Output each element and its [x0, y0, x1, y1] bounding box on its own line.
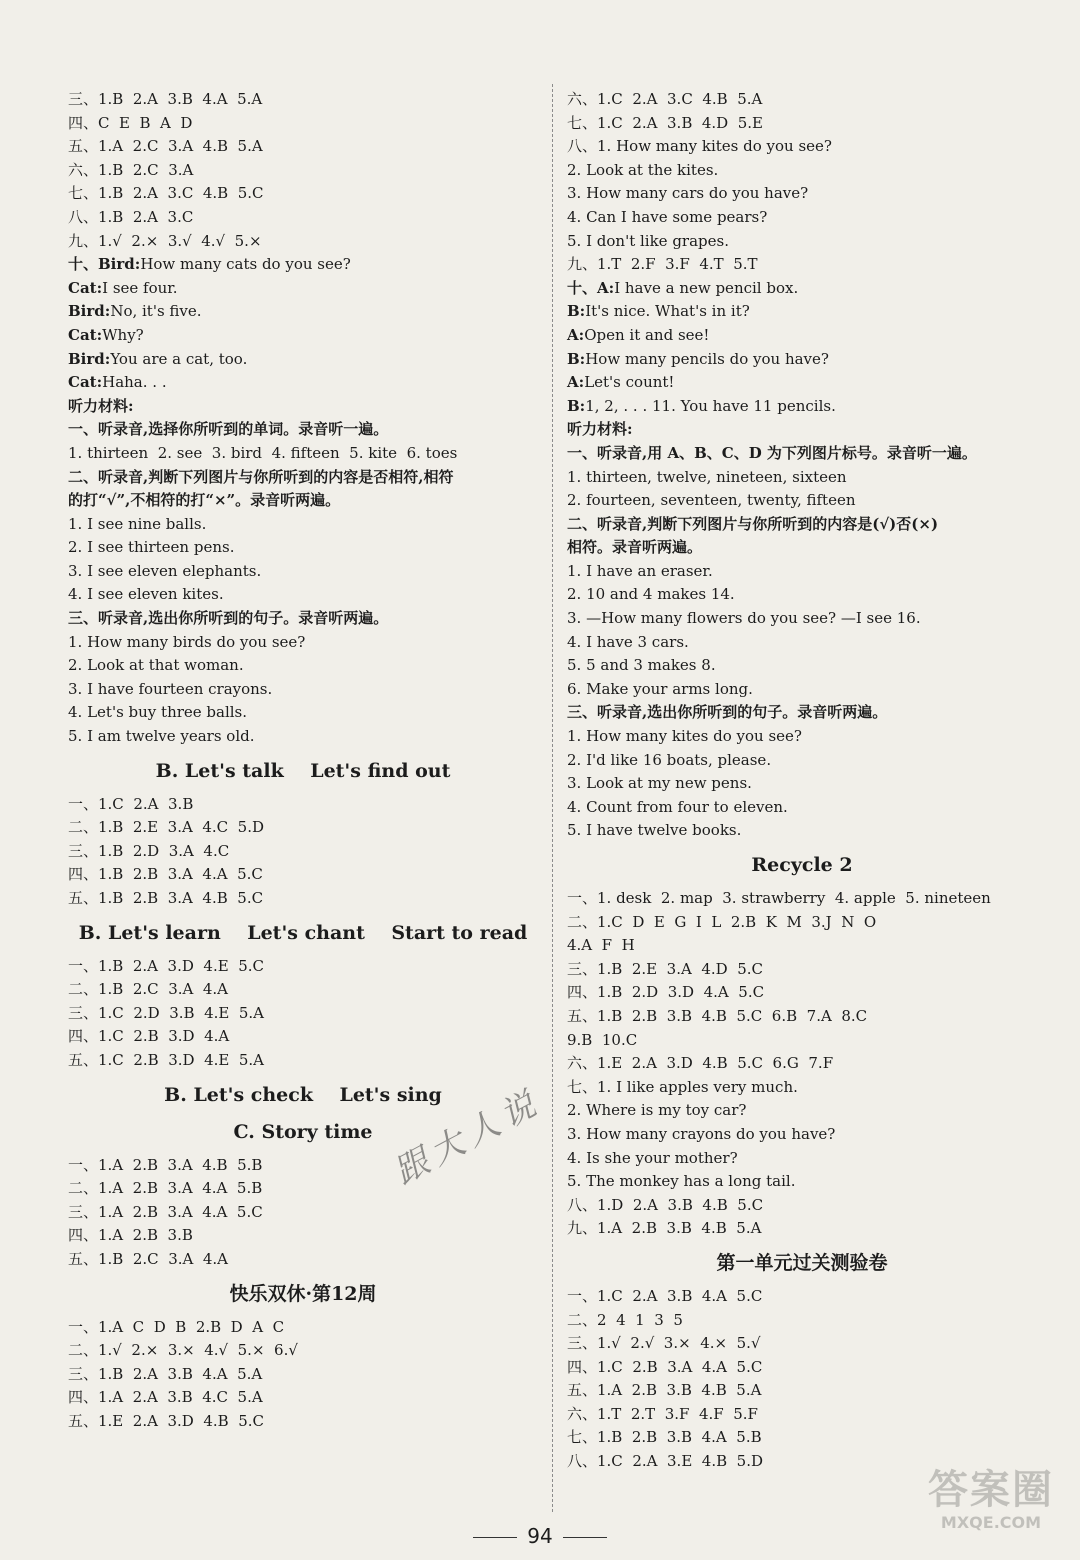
answer-line: 九、1.T 2.F 3.F 4.T 5.T — [567, 255, 758, 274]
answer-line: 2. I see thirteen pens. — [68, 538, 235, 557]
answer-line: 四、1.A 2.B 3.B — [68, 1226, 193, 1245]
answer-line: 2. Look at the kites. — [567, 160, 719, 179]
answer-line: 5. I am twelve years old. — [68, 727, 255, 746]
answer-line: 一、1.C 2.A 3.B — [68, 794, 194, 813]
dialogue-text: How many cats do you see? — [140, 255, 351, 274]
answer-line: 八、1.C 2.A 3.E 4.B 5.D — [567, 1452, 764, 1471]
instruction-line: 一、听录音,用 A、B、C、D 为下列图片标号。录音听一遍。 — [567, 443, 977, 462]
dialogue-text: No, it's five. — [110, 302, 202, 321]
dialogue-line — [68, 324, 538, 348]
answer-line: 五、1.A 2.C 3.A 4.B 5.A — [68, 137, 263, 156]
instruction-line: 相符。录音听两遍。 — [567, 538, 703, 557]
answer-line: 1. How many kites do you see? — [567, 727, 802, 746]
instruction-line: 二、听录音,判断下列图片与你所听到的内容是(√)否(×) — [567, 514, 939, 533]
dialogue-text: You are a cat, too. — [110, 349, 248, 368]
section-gap — [567, 880, 1037, 887]
answer-line: 三、1.B 2.A 3.B 4.A 5.A — [68, 1364, 263, 1383]
answer-line: 3. How many crayons do you have? — [567, 1124, 836, 1143]
answer-line: 四、1.B 2.D 3.D 4.A 5.C — [567, 983, 765, 1002]
answer-line: 5. The monkey has a long tail. — [567, 1172, 796, 1191]
speaker-label: 十、A: — [567, 278, 615, 297]
answer-line: 九、1.√ 2.× 3.√ 4.√ 5.× — [68, 231, 262, 250]
answer-line: 3. I have fourteen crayons. — [68, 679, 273, 698]
instruction-line: 一、听录音,选择你所听到的单词。录音听一遍。 — [68, 420, 389, 439]
answer-line: 九、1.A 2.B 3.B 4.B 5.A — [567, 1219, 762, 1238]
dialogue-text: Why? — [102, 325, 144, 344]
section-gap — [567, 1241, 1037, 1248]
section-subheading: C. Story time — [233, 1120, 373, 1143]
right-column — [567, 88, 1037, 1474]
answer-line: 五、1.B 2.B 3.A 4.B 5.C — [68, 889, 264, 907]
answer-line: 四、1.C 2.B 3.A 4.A 5.C — [567, 1357, 763, 1376]
dialogue-text: How many pencils do you have? — [585, 349, 829, 368]
answer-line: 1. How many birds do you see? — [68, 632, 306, 651]
answer-line: 八、1.B 2.A 3.C — [68, 207, 194, 226]
speaker-label: Cat: — [68, 325, 103, 344]
answer-line: 4. Count from four to eleven. — [567, 797, 788, 816]
section-heading: B. Let's learn Let's chant Start to read — [78, 921, 528, 944]
dialogue-text: 1, 2, . . . 11. You have 11 pencils. — [585, 396, 836, 415]
dialogue-text: I see four. — [102, 278, 178, 297]
answer-line: 二、1.A 2.B 3.A 4.A 5.B — [68, 1179, 263, 1198]
answer-line: 七、1. I like apples very much. — [567, 1077, 798, 1096]
dialogue-text: Open it and see! — [584, 325, 710, 344]
dialogue-line — [567, 300, 1037, 324]
section-gap — [68, 749, 538, 756]
section-heading: 第一单元过关测验卷 — [716, 1251, 888, 1274]
instruction-line: 听力材料: — [567, 420, 633, 439]
speaker-label: A: — [567, 325, 585, 344]
answer-line: 一、1.A 2.B 3.A 4.B 5.B — [68, 1155, 263, 1174]
section-heading: Recycle 2 — [751, 854, 853, 876]
answer-line: 三、1.A 2.B 3.A 4.A 5.C — [68, 1202, 263, 1221]
speaker-label: B: — [567, 302, 586, 321]
answer-line: 一、1.A C D B 2.B D A C — [68, 1317, 285, 1336]
section-gap — [567, 1278, 1037, 1285]
answer-line: 4. Is she your mother? — [567, 1148, 738, 1167]
answer-line: 1. thirteen, twelve, nineteen, sixteen — [567, 467, 847, 486]
instruction-line: 二、听录音,判断下列图片与你所听到的内容是否相符,相符 — [68, 467, 454, 486]
answer-line: 四、1.B 2.B 3.A 4.A 5.C — [68, 865, 263, 884]
speaker-label: 十、Bird: — [68, 255, 141, 274]
answer-line: 五、1.E 2.A 3.D 4.B 5.C — [68, 1411, 265, 1430]
section-gap — [68, 1309, 538, 1316]
speaker-label: Bird: — [68, 302, 111, 321]
answer-line: 二、1.C D E G I L 2.B K M 3.J N O — [567, 912, 877, 931]
answer-line: 三、1.B 2.E 3.A 4.D 5.C — [567, 959, 764, 978]
answer-line: 二、1.B 2.E 3.A 4.C 5.D — [68, 818, 265, 837]
left-column — [68, 88, 538, 1434]
answer-line: 一、1.B 2.A 3.D 4.E 5.C — [68, 956, 265, 975]
dialogue-line — [567, 348, 1037, 372]
speaker-label: Cat: — [68, 373, 103, 392]
answer-line: 5. I have twelve books. — [567, 821, 742, 840]
dash-left — [473, 1537, 517, 1538]
answer-line: 3. How many cars do you have? — [567, 184, 809, 203]
answer-line: 七、1.B 2.A 3.C 4.B 5.C — [68, 184, 264, 203]
section-gap — [68, 786, 538, 793]
answer-line: 4. I have 3 cars. — [567, 632, 689, 651]
answer-line: 2. Look at that woman. — [68, 656, 244, 675]
section-heading: 快乐双休·第12周 — [229, 1282, 377, 1305]
answer-line: 五、1.B 2.C 3.A 4.A — [68, 1249, 229, 1268]
answer-line: 五、1.B 2.B 3.B 4.B 5.C 6.B 7.A 8.C — [567, 1006, 868, 1025]
dialogue-text: Haha. . . — [102, 373, 167, 392]
answer-line: 9.B 10.C — [567, 1030, 638, 1049]
dialogue-text: It's nice. What's in it? — [585, 302, 750, 321]
answer-line: 二、1.√ 2.× 3.× 4.√ 5.× 6.√ — [68, 1341, 298, 1360]
section-gap — [68, 1272, 538, 1279]
answer-line: 2. Where is my toy car? — [567, 1101, 747, 1120]
instruction-line: 听力材料: — [68, 396, 134, 415]
answer-line: 三、1.B 2.A 3.B 4.A 5.A — [68, 90, 263, 108]
answer-line: 六、1.B 2.C 3.A — [68, 160, 194, 179]
section-gap — [567, 843, 1037, 850]
section-gap — [68, 911, 538, 918]
answer-line: 四、C E B A D — [68, 113, 193, 132]
instruction-line: 三、听录音,选出你所听到的句子。录音听两遍。 — [567, 703, 888, 722]
answer-line: 六、1.C 2.A 3.C 4.B 5.A — [567, 90, 763, 108]
section-gap — [68, 1073, 538, 1080]
speaker-label: A: — [567, 373, 585, 392]
answer-line: 4. Can I have some pears? — [567, 207, 768, 226]
answer-line: 3. I see eleven elephants. — [68, 561, 262, 580]
answer-line: 6. Make your arms long. — [567, 679, 753, 698]
answer-line: 1. I have an eraser. — [567, 561, 713, 580]
answer-line: 六、1.E 2.A 3.D 4.B 5.C 6.G 7.F — [567, 1054, 834, 1073]
answer-line: 三、1.B 2.D 3.A 4.C — [68, 841, 230, 860]
dash-right — [563, 1537, 607, 1538]
answer-line: 七、1.C 2.A 3.B 4.D 5.E — [567, 113, 764, 132]
answer-line: 二、1.B 2.C 3.A 4.A — [68, 980, 229, 999]
answer-line: 八、1.D 2.A 3.B 4.B 5.C — [567, 1195, 764, 1214]
instruction-line: 三、听录音,选出你所听到的句子。录音听两遍。 — [68, 609, 389, 628]
answer-line: 2. I'd like 16 boats, please. — [567, 750, 772, 769]
answer-line: 4. I see eleven kites. — [68, 585, 224, 604]
dialogue-line — [567, 324, 1037, 348]
answer-line: 一、1. desk 2. map 3. strawberry 4. apple 5. nineteen — [567, 889, 991, 907]
answer-line: 七、1.B 2.B 3.B 4.A 5.B — [567, 1428, 762, 1447]
page-number-text: 94 — [527, 1524, 553, 1548]
dialogue-line — [567, 277, 1037, 301]
answer-line: 五、1.A 2.B 3.B 4.B 5.A — [567, 1381, 762, 1400]
dialogue-line — [567, 371, 1037, 395]
answer-line: 六、1.T 2.T 3.F 4.F 5.F — [567, 1404, 758, 1423]
section-gap — [68, 948, 538, 955]
handwritten-scribble: 跟大人说 — [387, 1082, 548, 1193]
answer-line: 一、1.C 2.A 3.B 4.A 5.C — [567, 1286, 763, 1305]
answer-line: 四、1.C 2.B 3.D 4.A — [68, 1027, 230, 1046]
column-divider — [552, 84, 553, 1512]
instruction-line: 的打“√”,不相符的打“×”。录音听两遍。 — [68, 491, 341, 510]
dialogue-line — [68, 371, 538, 395]
answer-line: 三、1.√ 2.√ 3.× 4.× 5.√ — [567, 1334, 761, 1353]
answer-line: 三、1.C 2.D 3.B 4.E 5.A — [68, 1003, 265, 1022]
answer-line: 2. fourteen, seventeen, twenty, fifteen — [567, 491, 856, 510]
answer-line: 2. 10 and 4 makes 14. — [567, 585, 735, 604]
answer-line: 1. thirteen 2. see 3. bird 4. fifteen 5. kite 6. toes — [68, 443, 458, 462]
answer-line: 4.A F H — [567, 936, 635, 955]
watermark-bottom-text: MXQE.COM — [940, 1513, 1042, 1532]
dialogue-line — [68, 277, 538, 301]
section-heading: B. Let's check Let's sing — [164, 1083, 442, 1106]
dialogue-text: Let's count! — [584, 373, 675, 392]
speaker-label: B: — [567, 396, 586, 415]
speaker-label: Cat: — [68, 278, 103, 297]
section-heading: B. Let's talk Let's find out — [155, 759, 451, 782]
dialogue-line — [68, 348, 538, 372]
speaker-label: B: — [567, 349, 586, 368]
dialogue-text: I have a new pencil box. — [614, 278, 799, 297]
answer-line: 4. Let's buy three balls. — [68, 703, 248, 722]
answer-line: 四、1.A 2.A 3.B 4.C 5.A — [68, 1388, 263, 1407]
answer-line: 5. 5 and 3 makes 8. — [567, 656, 716, 675]
speaker-label: Bird: — [68, 349, 111, 368]
answer-line: 二、2 4 1 3 5 — [567, 1310, 683, 1329]
dialogue-line — [68, 300, 538, 324]
answer-line: 五、1.C 2.B 3.D 4.E 5.A — [68, 1050, 265, 1069]
watermark-logo — [916, 1468, 1066, 1546]
answer-line: 3. —How many flowers do you see? —I see 16. — [567, 609, 921, 628]
dialogue-line — [68, 253, 538, 277]
watermark-top-text: 答案圈 — [928, 1467, 1054, 1513]
dialogue-line — [567, 395, 1037, 419]
answer-line: 5. I don't like grapes. — [567, 231, 729, 250]
answer-line: 3. Look at my new pens. — [567, 774, 752, 793]
answer-line: 1. I see nine balls. — [68, 514, 207, 533]
answer-line: 八、1. How many kites do you see? — [567, 137, 832, 156]
